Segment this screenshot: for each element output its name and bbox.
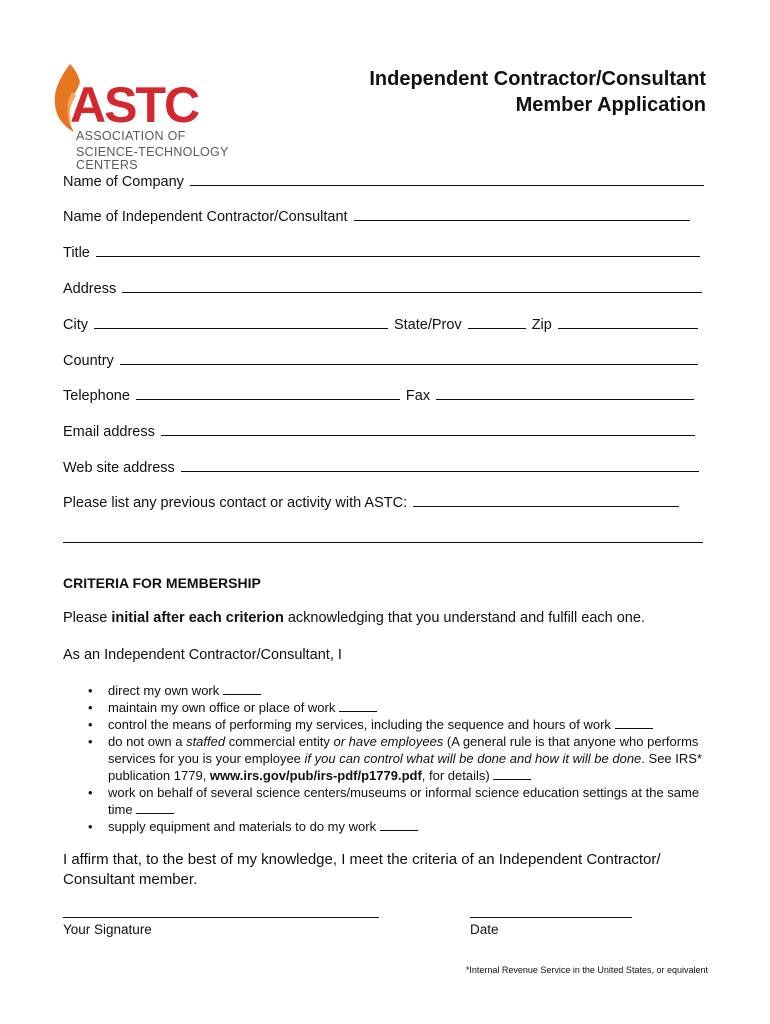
initial-blank[interactable]	[493, 767, 531, 780]
criterion-text: work on behalf of several science centers/museums or informal science education settings at the same time	[108, 785, 700, 817]
criterion-item	[88, 733, 708, 784]
bullet-icon: •	[88, 717, 93, 732]
astc-logo	[48, 62, 288, 172]
title-field	[63, 242, 700, 262]
zip-label: Zip	[531, 317, 552, 333]
instruction-text-bold: initial after each criterion	[111, 610, 284, 626]
zip-input-line[interactable]	[558, 314, 698, 329]
date-line[interactable]	[470, 905, 632, 918]
website-input-line[interactable]	[181, 457, 699, 472]
country-field	[63, 350, 698, 370]
telephone-label: Telephone	[63, 388, 130, 404]
criterion-text: do not own a	[108, 734, 187, 749]
criterion-text: (A general rule is that anyone who performs services for you is your employee	[108, 734, 699, 766]
date-block	[470, 905, 632, 937]
criterion-text: control the means of performing my services, including the sequence and hours of work	[108, 717, 611, 732]
address-field	[63, 278, 702, 298]
state-label: State/Prov	[393, 317, 462, 333]
initial-blank[interactable]	[615, 716, 653, 729]
criterion-text-italic: if you can control what will be done and how it will be done	[304, 751, 642, 766]
date-label: Date	[470, 922, 499, 937]
criterion-text: , for details)	[421, 768, 490, 783]
telephone-fax-field	[63, 385, 694, 405]
fax-input-line[interactable]	[436, 385, 694, 400]
initial-blank[interactable]	[223, 682, 261, 695]
instruction-text-post: acknowledging that you understand and fulfill each one.	[283, 610, 645, 626]
signature-label: Your Signature	[63, 922, 152, 937]
fax-label: Fax	[405, 388, 431, 404]
criterion-item	[88, 716, 708, 733]
irs-link[interactable]: www.irs.gov/pub/irs-pdf/p1779.pdf	[209, 768, 422, 783]
previous-contact-input-line[interactable]	[413, 492, 679, 507]
company-input-line[interactable]	[190, 171, 704, 186]
city-input-line[interactable]	[94, 314, 388, 329]
city-label: City	[63, 317, 88, 333]
state-input-line[interactable]	[468, 314, 526, 329]
criteria-intro: As an Independent Contractor/Consultant, I	[63, 647, 342, 663]
email-label: Email address	[63, 424, 155, 440]
logo-brand: ASTC	[70, 77, 199, 133]
title-label: Title	[63, 245, 90, 261]
bullet-icon: •	[88, 785, 93, 800]
email-field	[63, 421, 695, 441]
company-label: Name of Company	[63, 174, 184, 190]
page-title	[369, 66, 706, 118]
country-label: Country	[63, 353, 114, 369]
contractor-input-line[interactable]	[354, 206, 690, 221]
signature-block	[63, 905, 379, 937]
criterion-item	[88, 818, 708, 835]
logo-subtitle-line1: ASSOCIATION OF	[76, 129, 186, 143]
signature-line[interactable]	[63, 905, 379, 918]
footnote: *Internal Revenue Service in the United States, or equivalent	[465, 965, 708, 975]
criterion-item	[88, 784, 708, 818]
title-input-line[interactable]	[96, 242, 700, 257]
criterion-text: maintain my own office or place of work	[108, 700, 336, 715]
criterion-text: supply equipment and materials to do my work	[108, 819, 377, 834]
instruction-text-pre: Please	[63, 610, 112, 626]
initial-blank[interactable]	[136, 801, 174, 814]
previous-contact-label: Please list any previous contact or activity with ASTC:	[63, 495, 408, 511]
website-field	[63, 457, 699, 477]
criterion-text-italic: staffed	[186, 734, 226, 749]
criteria-instruction	[63, 610, 645, 626]
bullet-icon: •	[88, 734, 93, 749]
telephone-input-line[interactable]	[136, 385, 400, 400]
criterion-text: direct my own work	[108, 683, 220, 698]
email-input-line[interactable]	[161, 421, 695, 436]
criterion-text-italic: or have employees	[333, 734, 444, 749]
address-input-line[interactable]	[122, 278, 702, 293]
country-input-line[interactable]	[120, 350, 698, 365]
affirmation-text: I affirm that, to the best of my knowledge, I meet the criteria of an Independent Contractor/ Consultant member.	[63, 851, 661, 888]
bullet-icon: •	[88, 819, 93, 834]
criterion-item	[88, 682, 708, 699]
previous-contact-field	[63, 492, 679, 512]
criteria-heading: CRITERIA FOR MEMBERSHIP	[63, 575, 261, 591]
contractor-field	[63, 206, 690, 226]
title-line2: Member Application	[515, 94, 706, 116]
address-label: Address	[63, 281, 117, 297]
website-label: Web site address	[63, 460, 175, 476]
city-state-zip-field	[63, 314, 698, 334]
criterion-item	[88, 699, 708, 716]
company-field	[63, 171, 704, 191]
title-line1: Independent Contractor/Consultant	[369, 68, 706, 90]
initial-blank[interactable]	[380, 818, 418, 831]
logo-subtitle-line2: SCIENCE-TECHNOLOGY CENTERS	[76, 145, 229, 172]
previous-contact-continuation	[63, 528, 703, 548]
previous-contact-input-line-2[interactable]	[63, 528, 703, 543]
contractor-label: Name of Independent Contractor/Consultant	[63, 209, 348, 225]
initial-blank[interactable]	[339, 699, 377, 712]
criterion-text: commercial entity	[225, 734, 334, 749]
bullet-icon: •	[88, 683, 93, 698]
bullet-icon: •	[88, 700, 93, 715]
criterion-text: . See IRS* publication 1779,	[108, 751, 702, 783]
criteria-list	[88, 682, 708, 835]
